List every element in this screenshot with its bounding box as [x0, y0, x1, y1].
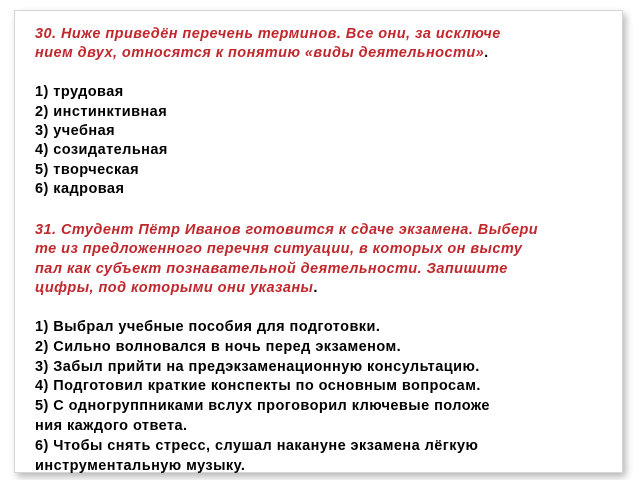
question-30-heading-line [35, 44, 615, 63]
spacer [35, 299, 615, 318]
question-31-heading [35, 221, 615, 299]
option-item: 5) С одногруппниками вслух проговорил ключевые положе [35, 398, 490, 415]
question-31-heading-line-text: цифры, под которыми они указаны [35, 280, 314, 297]
question-31-options [35, 318, 615, 476]
question-31-heading-line: пал как субъект познавательной деятельности. Запишите [35, 260, 508, 277]
option-item: 2) инстинктивная [35, 103, 168, 120]
question-30-heading-period: . [484, 45, 489, 62]
question-30 [35, 25, 615, 200]
option-item: 3) учебная [35, 123, 116, 140]
option-item: 2) Сильно волновался в ночь перед экзаменом. [35, 338, 402, 355]
question-30-heading-line: 30. Ниже приведён перечень терминов. Все они, за исключе [35, 26, 501, 42]
option-item: 3) Забыл прийти на предэкзаменационную консультацию. [35, 358, 480, 375]
spacer [35, 64, 615, 83]
option-item: 4) Подготовил краткие конспекты по основным вопросам. [35, 378, 481, 395]
option-item: 6) Чтобы снять стресс, слушал накануне экзамена лёгкую [35, 437, 479, 454]
question-30-heading [35, 25, 615, 64]
slide-card [14, 10, 623, 473]
option-item: 5) творческая [35, 161, 140, 178]
question-31-heading-line: 31. Студент Пётр Иванов готовится к сдаче экзамена. Выбери [35, 222, 539, 239]
option-item: ния каждого ответа. [35, 418, 188, 435]
question-30-heading-line-text: нием двух, относятся к понятию «виды деятельности» [35, 45, 485, 62]
question-31-heading-period: . [313, 280, 318, 297]
option-item: 1) Выбрал учебные пособия для подготовки. [35, 319, 381, 336]
question-31-heading-line [35, 279, 615, 298]
option-item: 4) созидательная [35, 142, 168, 159]
option-item: 6) кадровая [35, 181, 125, 198]
option-item: 1) трудовая [35, 84, 124, 101]
question-31-heading-line: те из предложенного перечня ситуации, в которых он высту [35, 241, 523, 258]
question-31 [35, 221, 615, 476]
question-30-options [35, 83, 615, 199]
spacer [35, 200, 615, 219]
slide-content [35, 25, 615, 476]
option-item: инструментальную музыку. [35, 457, 246, 474]
